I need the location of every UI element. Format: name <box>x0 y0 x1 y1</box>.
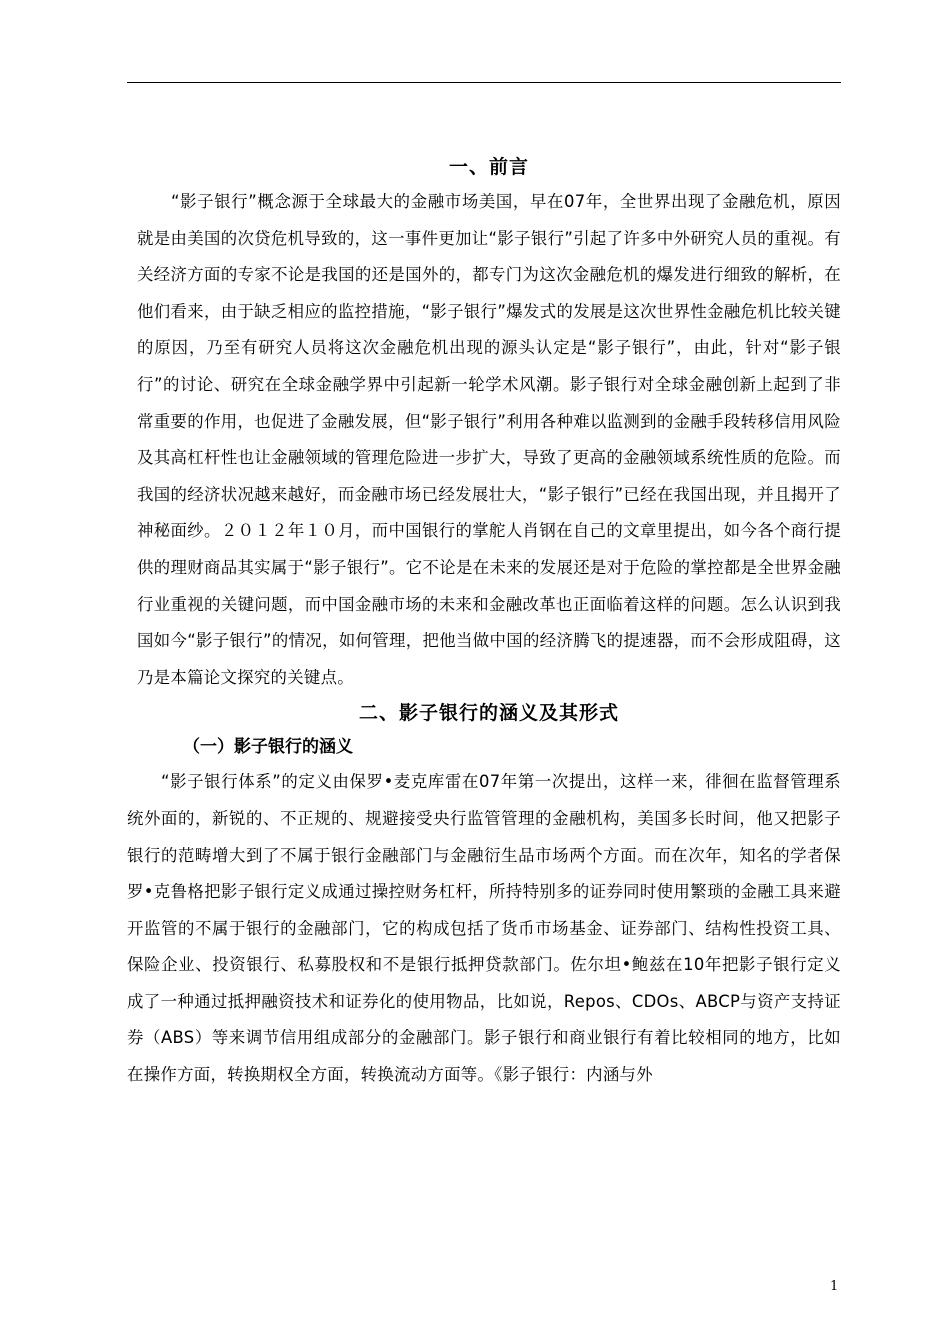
meaning-paragraph: “影子银行体系”的定义由保罗•麦克库雷在07年第一次提出，这样一来，徘徊在监督管理系统外面的，新锐的、不正规的、规避接受央行监管管理的金融机构，美国多长时间，他又把影子银行的范畴增大到了不属于银行金融部门与金融衍生品市场两个方面。而在次年，知名的学者保罗•克鲁格把影子银行定义成通过操控财务杠杆，所持特别多的证券同时使用繁琐的金融工具来避开监管的不属于银行的金融部门，它的构成包括了货币市场基金、证券部门、结构性投资工具、保险企业、投资银行、私募股权和不是银行抵押贷款部门。佐尔坦•鲍兹在10年把影子银行定义成了一种通过抵押融资技术和证券化的使用物品，比如说，Repos、CDOs、ABCP与资产支持证券（ABS）等来调节信用组成部分的金融部门。影子银行和商业银行有着比较相同的地方，比如在操作方面，转换期权全方面，转换流动方面等。《影子银行：内涵与外 <box>127 772 841 1085</box>
document-body <box>127 150 841 1094</box>
page-number: 1 <box>830 1279 839 1294</box>
header-rule <box>127 82 841 83</box>
section-heading-meaning: 二、影子银行的涵义及其形式 <box>358 702 619 725</box>
section-heading-preface: 一、前言 <box>448 156 529 178</box>
preface-paragraph: “影子银行”概念源于全球最大的金融市场美国，早在07年，全世界出现了金融危机，原因就是由美国的次贷危机导致的，这一事件更加让“影子银行”引起了许多中外研究人员的重视。有关经济方面的专家不论是我国的还是国外的，都专门为这次金融危机的爆发进行细致的解析，在他们看来，由于缺乏相应的监控措施，“影子银行”爆发式的发展是这次世界性金融危机比较关键的原因，乃至有研究人员将这次金融危机出现的源头认定是“影子银行”，由此，针对“影子银行”的讨论、研究在全球金融学界中引起新一轮学术风潮。影子银行对全球金融创新上起到了非常重要的作用，也促进了金融发展，但“影子银行”利用各种难以监测到的金融手段转移信用风险及其高杠杆性也让金融领域的管理危险进一步扩大，导致了更高的金融领域系统性质的危险。而我国的经济状况越来越好，而金融市场已经发展壮大，“影子银行”已经在我国出现，并且揭开了神秘面纱。２０１２年１０月，而中国银行的掌舵人肖钢在自己的文章里提出，如今各个商行提供的理财商品其实属于“影子银行”。它不论是在未来的发展还是对于危险的掌控都是全世界金融行业重视的关键问题，而中国金融市场的未来和金融改革也正面临着这样的问题。怎么认识到我国如今“影子银行”的情况，如何管理，把他当做中国的经济腾飞的提速器，而不会形成阻碍，这乃是本篇论文探究的关键点。 <box>137 192 841 687</box>
subsection-heading-meaning: （一）影子银行的涵义 <box>183 737 353 758</box>
